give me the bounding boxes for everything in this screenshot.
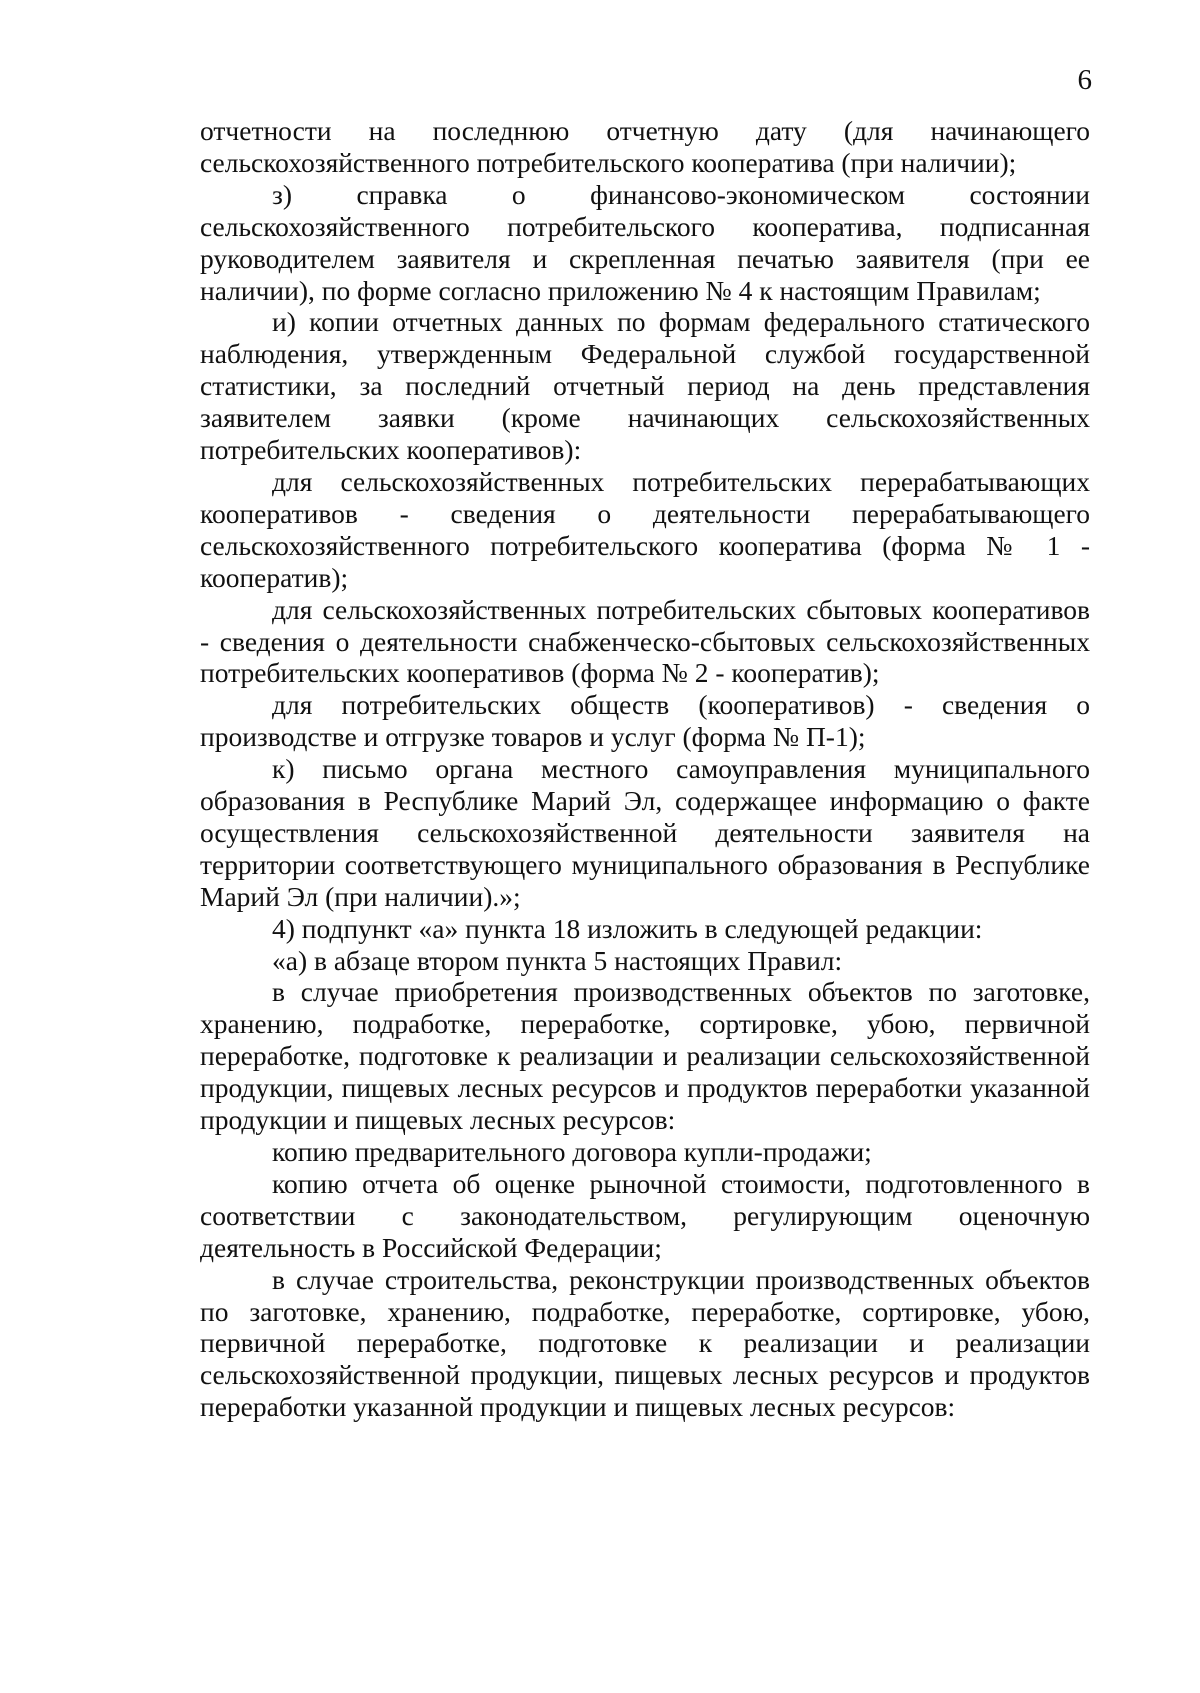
paragraph-construction-case: в случае строительства, реконструкции производственных объектов по заготовке, хранению, подработке, переработке, сортировке, убою, первичной переработке, подготовке к реализации и реализации сельскохозяйственной продукции, пищевых лесных ресурсов и продуктов переработки указанной продукции и пищевых лесных ресурсов:: [200, 1263, 1090, 1423]
document-body: [200, 115, 1090, 1423]
paragraph-valuation-report: копию отчета об оценке рыночной стоимости, подготовленного в соответствии с законодательством, регулирующим оценочную деятельность в Российской Федерации;: [200, 1167, 1090, 1263]
paragraph-consumer-societies: для потребительских обществ (кооперативов) - сведения о производстве и отгрузке товаров и услуг (форма № П-1);: [200, 689, 1090, 753]
paragraph-item-k: к) письмо органа местного самоуправления муниципального образования в Республике Марий Эл, содержащее информацию о факте осуществления сельскохозяйственной деятельности заявителя на территории соответствующего муниципального образования в Республике Марий Эл (при наличии).»;: [200, 753, 1090, 912]
paragraph-acquisition-case: в случае приобретения производственных объектов по заготовке, хранению, подработке, переработке, сортировке, убою, первичной переработке, подготовке к реализации и реализации сельскохозяйственной продукции, пищевых лесных ресурсов и продуктов переработки указанной продукции и пищевых лесных ресурсов:: [200, 976, 1090, 1136]
paragraph-item-4: 4) подпункт «а» пункта 18 изложить в следующей редакции:: [272, 912, 983, 944]
paragraph-contract-copy: копию предварительного договора купли-продажи;: [272, 1136, 872, 1167]
paragraph-continuation: отчетности на последнюю отчетную дату (для начинающего сельскохозяйственного потребительского кооператива (при наличии);: [200, 115, 1090, 178]
paragraph-marketing-cooperatives: для сельскохозяйственных потребительских сбытовых кооперативов - сведения о деятельности снабженческо-сбытовых сельскохозяйственных потребительских кооперативов (форма № 2 - кооператив);: [200, 593, 1090, 689]
page-number: 6: [1077, 64, 1092, 96]
paragraph-processing-cooperatives: для сельскохозяйственных потребительских перерабатывающих кооперативов - сведения о деятельности перерабатывающего сельскохозяйственного потребительского кооператива (форма № 1 - кооператив);: [200, 465, 1090, 593]
paragraph-item-i: и) копии отчетных данных по формам федерального статического наблюдения, утвержденным Федеральной службой государственной статистики, за последний отчетный период на день представления заявителем заявки (кроме начинающих сельскохозяйственных потребительских кооперативов):: [200, 306, 1090, 466]
paragraph-subitem-a: «а) в абзаце втором пункта 5 настоящих Правил:: [272, 944, 843, 976]
paragraph-item-z: з) справка о финансово-экономическом состоянии сельскохозяйственного потребительского кооператива, подписанная руководителем заявителя и скрепленная печатью заявителя (при ее наличии), по форме согласно приложению № 4 к настоящим Правилам;: [200, 178, 1090, 306]
